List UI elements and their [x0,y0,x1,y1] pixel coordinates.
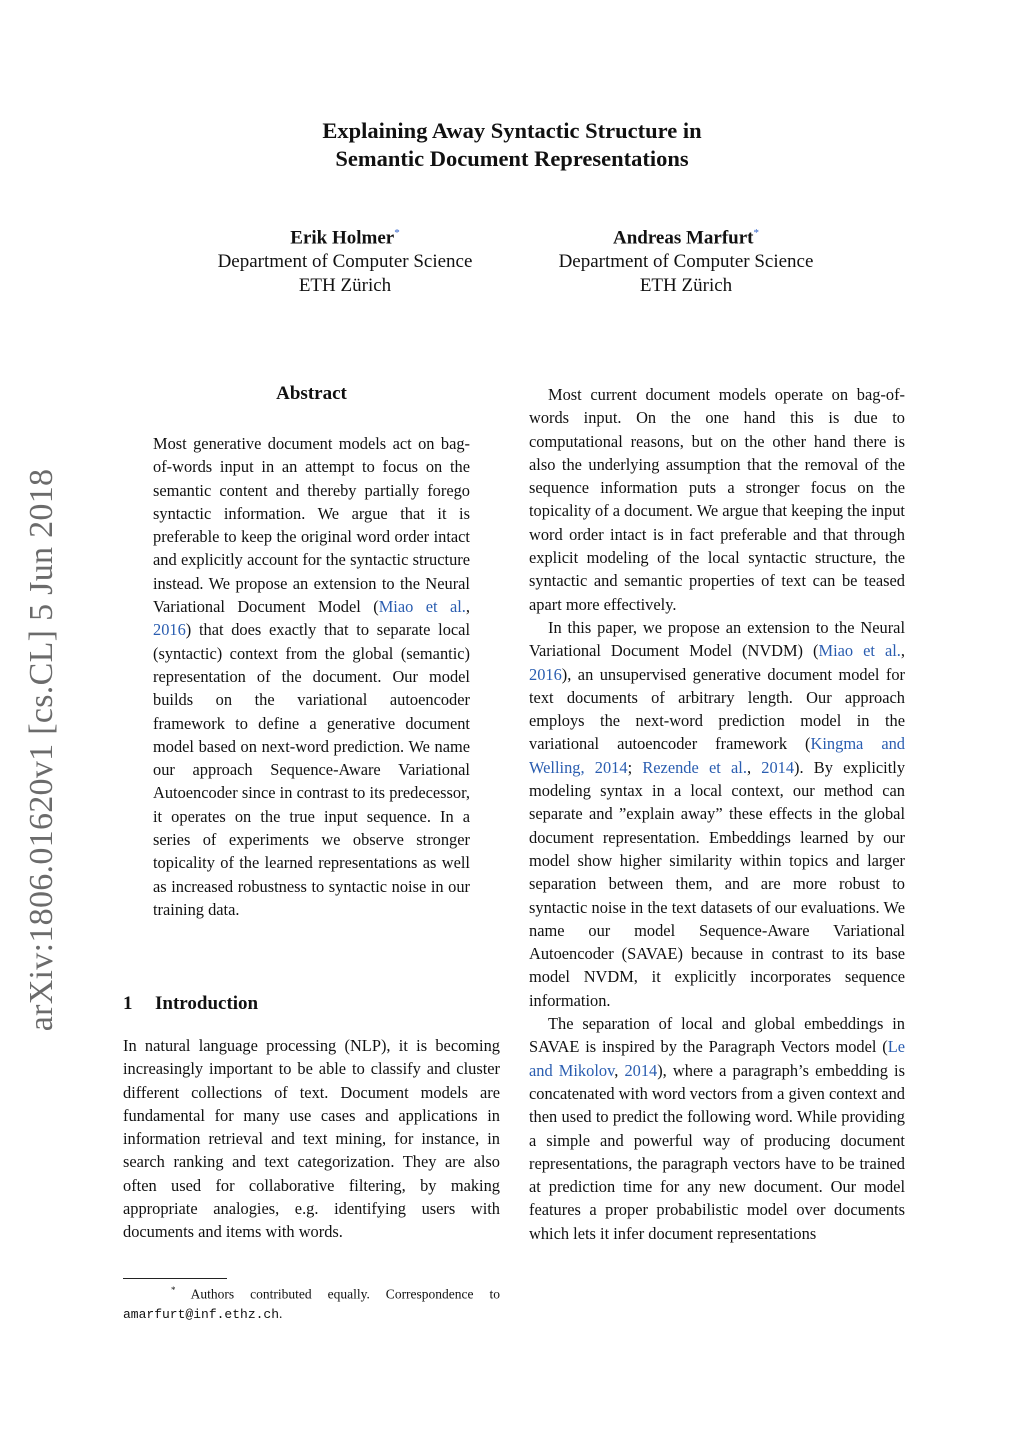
citation-link[interactable]: Miao et al. [378,597,466,617]
citation-link[interactable]: 2014 [761,757,795,777]
arxiv-identifier: arXiv:1806.01620v1 [cs.CL] 5 Jun 2018 [23,468,60,1032]
citation-link[interactable]: 2016 [153,620,186,640]
author-block-2 [506,221,866,298]
citation-link[interactable]: 2014 [624,1060,658,1080]
author-department: Department of Computer Science [558,251,814,273]
right-column [529,383,905,1245]
author-affiliation: ETH Zürich [639,275,733,297]
intro-paragraph: In natural language processing (NLP), it is becoming increasingly important to be able to classify and cluster different collections of text. Document models are fundamental for many use cases and applications in information retrieval and text mining, for instance, in search ranking and text categorization. They are also often used for collaborative filtering, by making appropriate analogies, e.g. identifying users with documents and items with words. [123,1036,500,1242]
citation-link[interactable]: Rezende et al. [642,757,747,777]
citation-link[interactable]: 2016 [529,664,562,684]
section-title: Introduction [155,993,259,1014]
section-heading [123,993,258,1015]
paragraph: The separation of local and global embeddings in SAVAE is inspired by the Paragraph Vectors model (Le and Mikolov, 2014), where a paragraph’s embedding is concatenated with word vectors from a given context and then used to predict the following word. While providing a simple and powerful way of producing document representations, the paragraph vectors have to be trained at prediction time for any new document. Our model features a proper probabilistic model over documents which lets it infer document representations [529,1014,905,1243]
email-link[interactable]: amarfurt@inf.ethz.ch [123,1306,280,1322]
author-footnote-mark[interactable]: * [394,227,400,239]
author-footnote-mark[interactable]: * [753,227,760,239]
author-department: Department of Computer Science [217,251,473,273]
footnote: * Authors contributed equally. Correspondence to amarfurt@inf.ethz.ch. [123,1285,501,1322]
title-line-2: Semantic Document Representations [335,146,689,171]
paragraph: Most current document models operate on bag-of-words input. On the one hand this is due to computational reasons, but on the other hand there is also the underlying assumption that the removal of the sequence information puts a stronger focus on the topicality of a document. We argue that keeping the input word order intact is in fact preferable and that through explicit modeling of the local syntactic structure, the syntactic and semantic properties of text can be teased apart more effectively. [529,385,905,614]
section-number: 1 [123,993,133,1014]
citation-link[interactable]: Miao et al. [818,641,901,661]
author-name: Andreas Marfurt [612,227,754,249]
citation-link[interactable]: Kingma and Welling, 2014 [529,734,905,777]
paragraph: In this paper, we propose an extension to the Neural Variational Document Model (NVDM) (Miao et al., 2016), an unsupervised generative document model for text documents of arbitrary length. Our approach employs the next-word prediction model in the variational autoencoder framework (Kingma and Welling, 2014; Rezende et al., 2014). By explicitly modeling syntax in a local context, our method can separate and ”explain away” these effects in the global document representation. Embeddings learned by our model show higher similarity within topics and larger separation between them, and are more robust to syntactic noise in the text datasets of our evaluations. We name our model Sequence-Aware Variational Autoencoder (SAVAE) because in contrast to its base model NVDM, it explicitly incorporates sequence information. [529,617,906,1010]
title-line-1: Explaining Away Syntactic Structure in [322,118,702,143]
citation-link[interactable]: Le and Mikolov [529,1037,905,1080]
author-block-1 [165,221,525,298]
author-affiliation: ETH Zürich [298,275,392,297]
footnote-mark: * [170,1285,176,1295]
footnote-rule [123,1278,227,1279]
abstract-body: Most generative document models act on bag-of-words input in an attempt to focus on the semantic content and thereby partially forego syntactic information. We argue that it is preferable to keep the original word order intact and explicitly account for the syntactic structure instead. We propose an extension to the Neural Variational Document Model (Miao et al., 2016) that does exactly that to separate local (syntactic) context from the global (semantic) representation of the document. Our model builds on the variational autoencoder framework to define a generative document model based on next-word prediction. We name our approach Sequence-Aware Variational Autoencoder since in contrast to its predecessor, it operates on the true input sequence. In a series of experiments we observe stronger topicality of the learned representations as well as increased robustness to syntactic noise in our training data. [153,434,470,919]
paper-title [0,117,1024,173]
author-name: Erik Holmer [290,227,395,249]
abstract-heading: Abstract [276,383,347,404]
